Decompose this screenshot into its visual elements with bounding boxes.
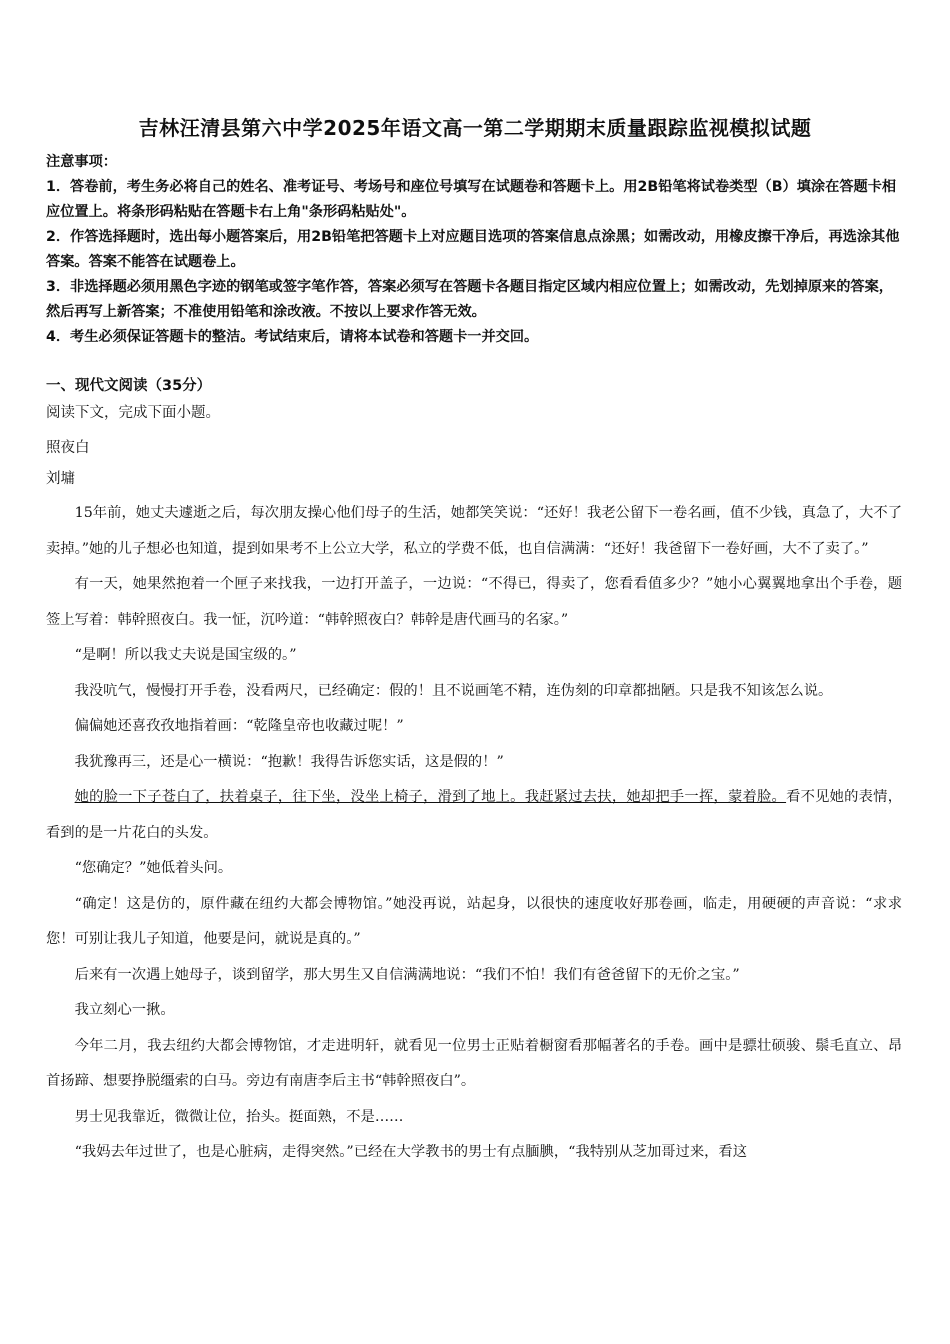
paragraph: 我立刻心一揪。 [74, 1002, 175, 1018]
section-instruction: 阅读下文，完成下面小题。 [46, 405, 220, 421]
paragraph: 今年二月，我去纽约大都会博物馆，才走进明轩，就看见一位男士正贴着橱窗看那幅著名的手卷。画中是骠壮硕骏、鬃毛直立、昂首扬蹄、想要挣脱缰索的白马。旁边有南唐李后主书“韩幹照夜白”。 [46, 1037, 902, 1089]
paragraph: “是啊！所以我丈夫说是国宝级的。” [74, 647, 297, 663]
paragraph: 偏偏她还喜孜孜地指着画：“乾隆皇帝也收藏过呢！” [74, 718, 404, 734]
passage-title: 照夜白 [46, 440, 90, 456]
notice-item-4: 4．考生必须保证答题卡的整洁。考试结束后，请将本试卷和答题卡一并交回。 [46, 329, 539, 345]
exam-title: 吉林汪清县第六中学2025年语文高一第二学期期末质量跟踪监视模拟试题 [138, 116, 812, 140]
notice-item-2: 2．作答选择题时，选出每小题答案后，用2B铅笔把答题卡上对应题目选项的答案信息点涂黑；如需改动，用橡皮擦干净后，再选涂其他答案。答案不能答在试题卷上。 [46, 229, 900, 270]
paragraph: “确定！这是仿的，原件藏在纽约大都会博物馆。”她没再说，站起身，以很快的速度收好那卷画，临走，用硬硬的声音说：“求求您！可别让我儿子知道，他要是问，就说是真的。” [46, 895, 902, 947]
section-heading: 一、现代文阅读（35分） [46, 378, 212, 394]
paragraph: 15年前，她丈夫遽逝之后，每次朋友操心他们母子的生活，她都笑笑说：“还好！我老公留下一卷名画，值不少钱，真急了，大不了卖掉。”她的儿子想必也知道，提到如果考不上公立大学，私立的学费不低，也自信满满：“还好！我爸留下一卷好画，大不了卖了。” [46, 505, 902, 557]
notice-block [46, 150, 906, 350]
paragraph: “您确定？”她低着头问。 [74, 860, 233, 876]
paragraph: 有一天，她果然抱着一个匣子来找我，一边打开盖子，一边说：“不得已，得卖了，您看看值多少？”她小心翼翼地拿出个手卷，题签上写着：韩幹照夜白。我一怔，沉吟道：“韩幹照夜白？韩幹是唐代画马的名家。” [46, 576, 902, 628]
underlined-tail: 看不见她的表情，看到的是一片花白的头发。 [46, 789, 902, 841]
passage-body [46, 496, 902, 1171]
underlined-sentence: 她的脸一下子苍白了，扶着桌子，往下坐，没坐上椅子，滑到了地上。我赶紧过去扶，她却把手一挥，蒙着脸。 [74, 789, 787, 805]
paragraph: 男士见我靠近，微微让位，抬头。挺面熟，不是…… [74, 1108, 404, 1125]
passage-author: 刘墉 [46, 471, 75, 487]
paragraph-underlined [46, 780, 902, 851]
notice-item-3: 3．非选择题必须用黑色字迹的钢笔或签字笔作答，答案必须写在答题卡各题目指定区域内相应位置上；如需改动，先划掉原来的答案，然后再写上新答案；不准使用铅笔和涂改液。不按以上要求作答无效。 [46, 279, 893, 320]
notice-item-1: 1．答卷前，考生务必将自己的姓名、准考证号、考场号和座位号填写在试题卷和答题卡上。用2B铅笔将试卷类型（B）填涂在答题卡相应位置上。将条形码粘贴在答题卡右上角"条形码粘贴处"。 [46, 179, 897, 220]
paragraph: 我犹豫再三，还是心一横说：“抱歉！我得告诉您实话，这是假的！” [74, 753, 504, 770]
paragraph: 我没吭气，慢慢打开手卷，没看两尺，已经确定：假的！且不说画笔不精，连伪刻的印章都拙陋。只是我不知该怎么说。 [74, 682, 833, 699]
paragraph: 后来有一次遇上她母子，谈到留学，那大男生又自信满满地说：“我们不怕！我们有爸爸留下的无价之宝。” [74, 966, 740, 983]
paragraph: “我妈去年过世了，也是心脏病，走得突然。”已经在大学教书的男士有点腼腆，“我特别从芝加哥过来，看这 [74, 1144, 748, 1160]
notice-heading: 注意事项： [46, 154, 117, 170]
